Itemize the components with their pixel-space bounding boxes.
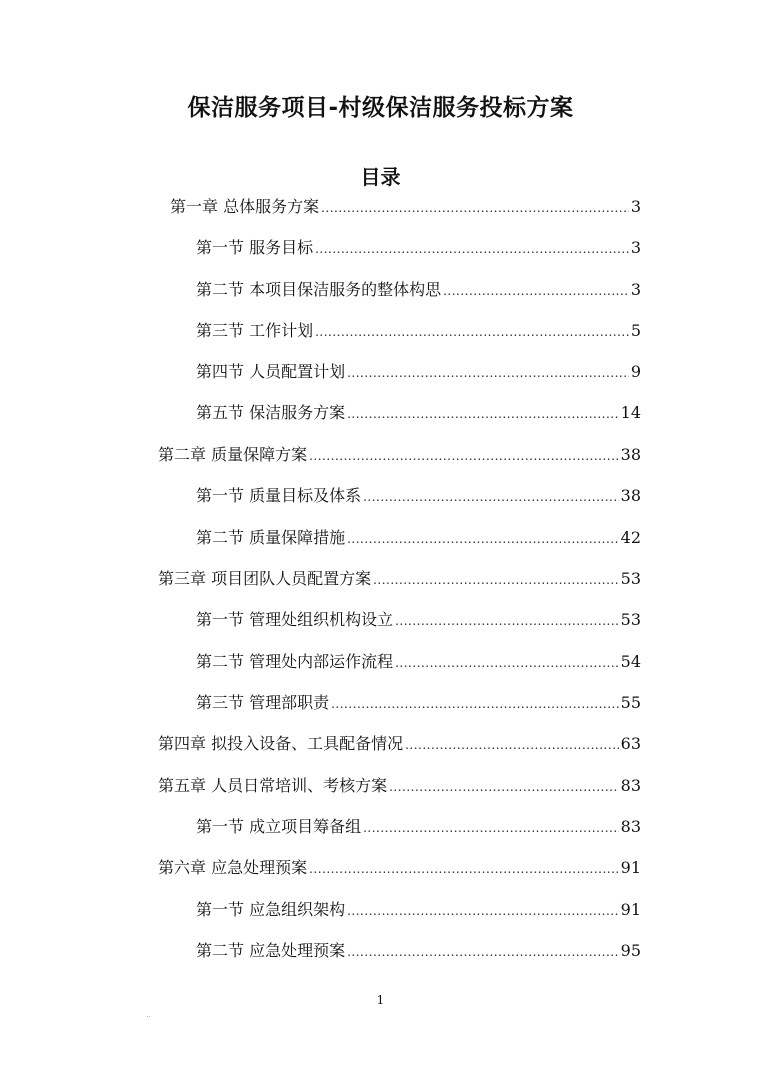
toc-entry-section[interactable] — [196, 691, 641, 715]
toc-entry-page: 3 — [630, 280, 641, 299]
toc-entry-label: 第四节 人员配置计划 — [196, 362, 346, 381]
toc-entry-label: 第二章 质量保障方案 — [158, 445, 308, 464]
toc-entry-section[interactable] — [196, 815, 641, 839]
toc-entry-label: 第一节 成立项目筹备组 — [196, 817, 362, 836]
toc-entry-chapter-1[interactable] — [170, 195, 641, 219]
toc-entry-page: 83 — [620, 776, 641, 795]
toc-entry-section[interactable] — [196, 484, 641, 508]
dot-leader — [395, 651, 619, 675]
toc-entry-label: 第二节 应急处理预案 — [196, 941, 346, 960]
toc-entry-section[interactable] — [196, 319, 641, 343]
toc-entry-section[interactable] — [196, 401, 641, 425]
toc-entry-page: 5 — [630, 321, 641, 340]
toc-entry-label: 第五章 人员日常培训、考核方案 — [158, 776, 388, 795]
toc-entry-chapter[interactable] — [158, 732, 641, 756]
toc-entry-section[interactable] — [196, 898, 641, 922]
dot-leader — [309, 444, 619, 468]
toc-entry-label: 第二节 本项目保洁服务的整体构思 — [196, 280, 442, 299]
dot-leader — [373, 568, 619, 592]
dot-leader — [395, 609, 619, 633]
toc-entry-label: 第三节 工作计划 — [196, 321, 314, 340]
toc-entry-page: 83 — [620, 817, 641, 836]
document-title: 保洁服务项目-村级保洁服务投标方案 — [187, 95, 574, 121]
toc-entry-page: 54 — [620, 652, 641, 671]
toc-heading: 目录 — [360, 165, 401, 189]
toc-entry-page: 38 — [620, 486, 641, 505]
toc-entry-label: 第三节 管理部职责 — [196, 693, 330, 712]
toc-entry-label: 第六章 应急处理预案 — [158, 858, 308, 877]
dot-leader — [347, 402, 619, 426]
toc-entry-label: 第一章 总体服务方案 — [170, 197, 320, 216]
toc-entry-chapter[interactable] — [158, 443, 641, 467]
toc-entry-page: 63 — [620, 734, 641, 753]
toc-entry-label: 第一节 应急组织架构 — [196, 900, 346, 919]
toc-entry-chapter[interactable] — [158, 856, 641, 880]
dot-leader — [363, 485, 619, 509]
toc-entry-section[interactable] — [196, 278, 641, 302]
dot-leader — [405, 733, 619, 757]
toc-entry-label: 第一节 服务目标 — [196, 238, 314, 257]
toc-entry-label: 第五节 保洁服务方案 — [196, 403, 346, 422]
toc-entry-chapter[interactable] — [158, 567, 641, 591]
toc-entry-label: 第四章 拟投入设备、工具配备情况 — [158, 734, 404, 753]
toc-entry-label: 第三章 项目团队人员配置方案 — [158, 569, 372, 588]
toc-entry-section[interactable] — [196, 360, 641, 384]
toc-entry-chapter[interactable] — [158, 774, 641, 798]
toc-entry-page: 9 — [630, 362, 641, 381]
toc-entry-section[interactable] — [196, 236, 641, 260]
toc-entry-page: 14 — [620, 403, 641, 422]
toc-entry-section[interactable] — [196, 650, 641, 674]
toc-entry-label: 第二节 质量保障措施 — [196, 528, 346, 547]
dot-leader — [347, 361, 629, 385]
toc-entry-page: 55 — [620, 693, 641, 712]
toc-entry-page: 91 — [620, 858, 641, 877]
toc-entry-section[interactable] — [196, 526, 641, 550]
toc-entry-page: 53 — [620, 610, 641, 629]
toc-entry-page: 38 — [620, 445, 641, 464]
dot-leader — [315, 237, 629, 261]
dot-leader — [347, 940, 619, 964]
dot-leader — [347, 527, 619, 551]
dot-leader — [363, 816, 619, 840]
dot-leader — [331, 692, 619, 716]
page-number: 1 — [376, 993, 385, 1007]
toc-entry-section[interactable] — [196, 939, 641, 963]
toc-entry-page: 91 — [620, 900, 641, 919]
toc-entry-label: 第一节 质量目标及体系 — [196, 486, 362, 505]
dot-leader — [309, 857, 619, 881]
toc-entry-label: 第二节 管理处内部运作流程 — [196, 652, 394, 671]
toc-entry-section[interactable] — [196, 608, 641, 632]
toc-entry-page: 3 — [630, 238, 641, 257]
toc-entry-page: 3 — [630, 197, 641, 216]
dot-leader — [315, 320, 629, 344]
dot-leader — [321, 196, 629, 220]
dot-leader — [443, 279, 629, 303]
toc-entry-label: 第一节 管理处组织机构设立 — [196, 610, 394, 629]
dot-leader — [347, 899, 619, 923]
toc-entry-page: 53 — [620, 569, 641, 588]
dot-leader — [389, 775, 619, 799]
toc-entry-page: 42 — [620, 528, 641, 547]
toc-entry-page: 95 — [620, 941, 641, 960]
corner-mark: .. — [146, 1010, 152, 1019]
